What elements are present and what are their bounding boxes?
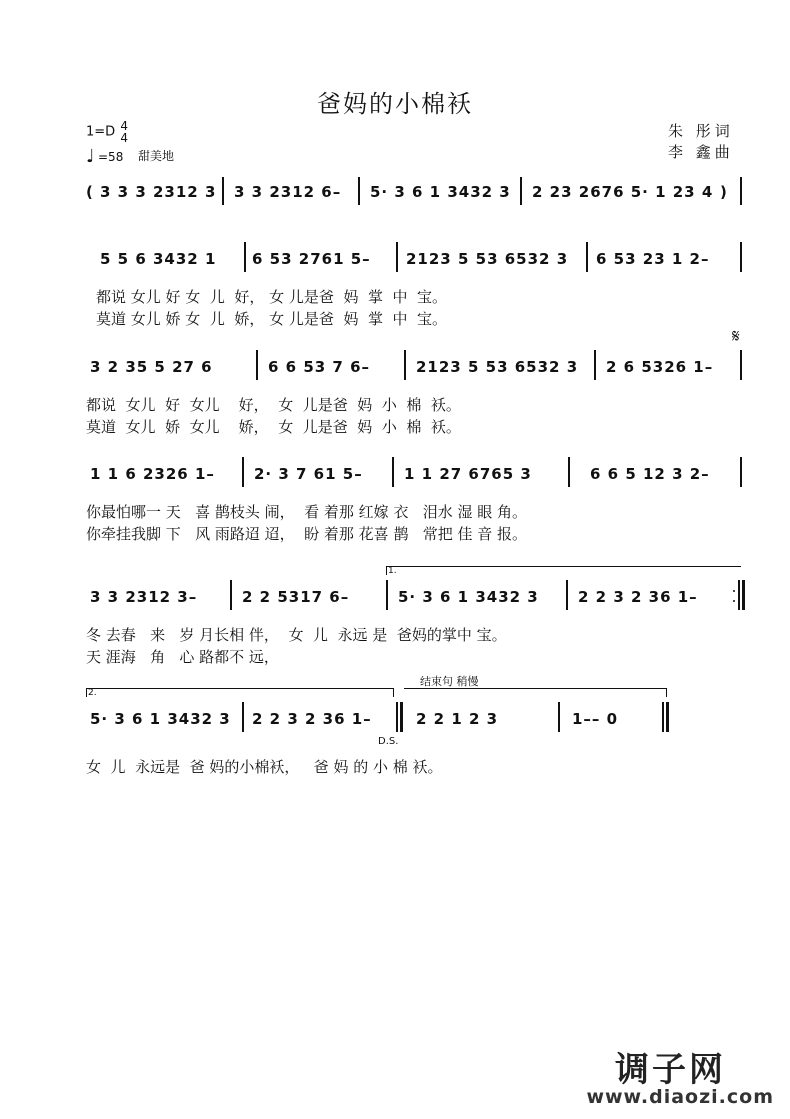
- barline: [396, 242, 398, 272]
- key-label: 1=D: [86, 124, 116, 140]
- segno-sign: 𝄋: [732, 326, 740, 347]
- barline: [740, 177, 742, 205]
- line1-lyric-verse1: 都说 女儿 好 女 儿 好， 女 儿是爸 妈 掌 中 宝。: [96, 288, 448, 306]
- barline: [244, 242, 246, 272]
- line4-measure-3: 5· 3 6 1 3432 3: [398, 588, 539, 606]
- intro-measure-3: 5· 3 6 1 3432 3: [370, 183, 511, 201]
- line4-lyric-verse2: 天 涯海 角 心 路都不 远，: [86, 648, 279, 666]
- line2-measure-2: 6 6 53 7 6–: [268, 358, 371, 376]
- repeat-dot: [733, 600, 735, 602]
- barline: [396, 702, 398, 732]
- barline: [400, 702, 403, 732]
- barline: [566, 580, 568, 610]
- line5-measure-2: 2 2 3 2 36 1–: [252, 710, 372, 728]
- barline: [256, 350, 258, 380]
- second-ending-bracket: [86, 688, 394, 697]
- barline: [558, 702, 560, 732]
- line2-lyric-verse2: 莫道 女儿 娇 女儿 娇， 女 儿是爸 妈 小 棉 袄。: [86, 418, 461, 436]
- barline: [520, 177, 522, 205]
- barline: [568, 457, 570, 487]
- ds-mark: D.S.: [378, 736, 399, 747]
- intro-open-paren: (: [86, 183, 94, 201]
- barline: [392, 457, 394, 487]
- lyricist-credit: 朱 彤词: [668, 122, 734, 140]
- time-signature: [120, 120, 128, 144]
- line3-lyric-verse1: 你最怕哪一 天 喜 鹊枝头 闹， 看 着那 红嫁 衣 泪水 湿 眼 角。: [86, 503, 528, 521]
- line3-measure-1: 1 1 6 2326 1–: [90, 465, 215, 483]
- intro-close-paren: ): [720, 183, 728, 201]
- line1-measure-2: 6 53 2761 5–: [252, 250, 371, 268]
- style-mark: 甜美地: [138, 149, 175, 163]
- first-ending-label: 1.: [388, 566, 397, 576]
- line1-measure-3: 2123 5 53 6532 3: [406, 250, 569, 268]
- first-ending-bracket: [386, 566, 741, 575]
- song-title: 爸妈的小棉袄: [317, 90, 473, 118]
- intro-measure-2: 3 3 2312 6–: [234, 183, 342, 201]
- line1-measure-1: 5 5 6 3432 1: [100, 250, 217, 268]
- line2-measure-1: 3 2 35 5 27 6: [90, 358, 213, 376]
- line1-measure-4: 6 53 23 1 2–: [596, 250, 710, 268]
- intro-measure-4: 2 23 2676 5· 1 23 4: [532, 183, 714, 201]
- barline: [242, 457, 244, 487]
- quarter-note-icon: ♩: [86, 146, 95, 167]
- ending-phrase-label: 结束句 稍慢: [420, 675, 479, 688]
- line5-measure-4: 1–– 0: [572, 710, 619, 728]
- line3-measure-4: 6 6 5 12 3 2–: [590, 465, 710, 483]
- barline: [404, 350, 406, 380]
- final-barline: [666, 702, 669, 732]
- line1-lyric-verse2: 莫道 女儿 娇 女 儿 娇， 女 儿是爸 妈 掌 中 宝。: [96, 310, 448, 328]
- barline: [222, 177, 224, 205]
- line3-measure-2: 2· 3 7 61 5–: [254, 465, 363, 483]
- watermark-url: www.diaozi.com: [586, 1086, 774, 1108]
- line2-measure-3: 2123 5 53 6532 3: [416, 358, 579, 376]
- watermark-logo: 调子网: [615, 1050, 726, 1090]
- line4-measure-1: 3 3 2312 3–: [90, 588, 198, 606]
- barline: [740, 350, 742, 380]
- barline: [230, 580, 232, 610]
- final-barline: [662, 702, 664, 732]
- composer-credit: 李 鑫曲: [668, 143, 734, 161]
- barline: [586, 242, 588, 272]
- barline: [740, 457, 742, 487]
- barline: [358, 177, 360, 205]
- barline: [740, 242, 742, 272]
- repeat-barline: [742, 580, 745, 610]
- line2-measure-4: 2 6 5326 1–: [606, 358, 714, 376]
- line5-measure-1: 5· 3 6 1 3432 3: [90, 710, 231, 728]
- line4-measure-4: 2 2 3 2 36 1–: [578, 588, 698, 606]
- line4-lyric-verse1: 冬 去春 来 岁 月长相 伴， 女 儿 永远 是 爸妈的掌中 宝。: [86, 626, 507, 644]
- line3-measure-3: 1 1 27 6765 3: [404, 465, 532, 483]
- line5-measure-3: 2 2 1 2 3: [416, 710, 499, 728]
- repeat-dot: [733, 590, 735, 592]
- line2-lyric-verse1: 都说 女儿 好 女儿 好， 女 儿是爸 妈 小 棉 袄。: [86, 396, 461, 414]
- line3-lyric-verse2: 你牵挂我脚 下 风 雨路迢 迢， 盼 着那 花喜 鹊 常把 佳 音 报。: [86, 525, 528, 543]
- second-ending-label: 2.: [88, 688, 97, 698]
- line4-measure-2: 2 2 5317 6–: [242, 588, 350, 606]
- barline: [386, 580, 388, 610]
- key-signature: [86, 120, 128, 144]
- intro-measure-1: 3 3 3 2312 3: [100, 183, 217, 201]
- tempo-mark: =58: [98, 150, 124, 164]
- ending-phrase-bracket: [404, 688, 667, 697]
- time-bottom: 4: [120, 131, 128, 145]
- line5-lyric: 女 儿 永远是 爸 妈的小棉袄， 爸 妈 的 小 棉 袄。: [86, 758, 443, 776]
- repeat-barline: [738, 580, 740, 610]
- barline: [594, 350, 596, 380]
- barline: [242, 702, 244, 732]
- time-top: 4: [120, 119, 128, 133]
